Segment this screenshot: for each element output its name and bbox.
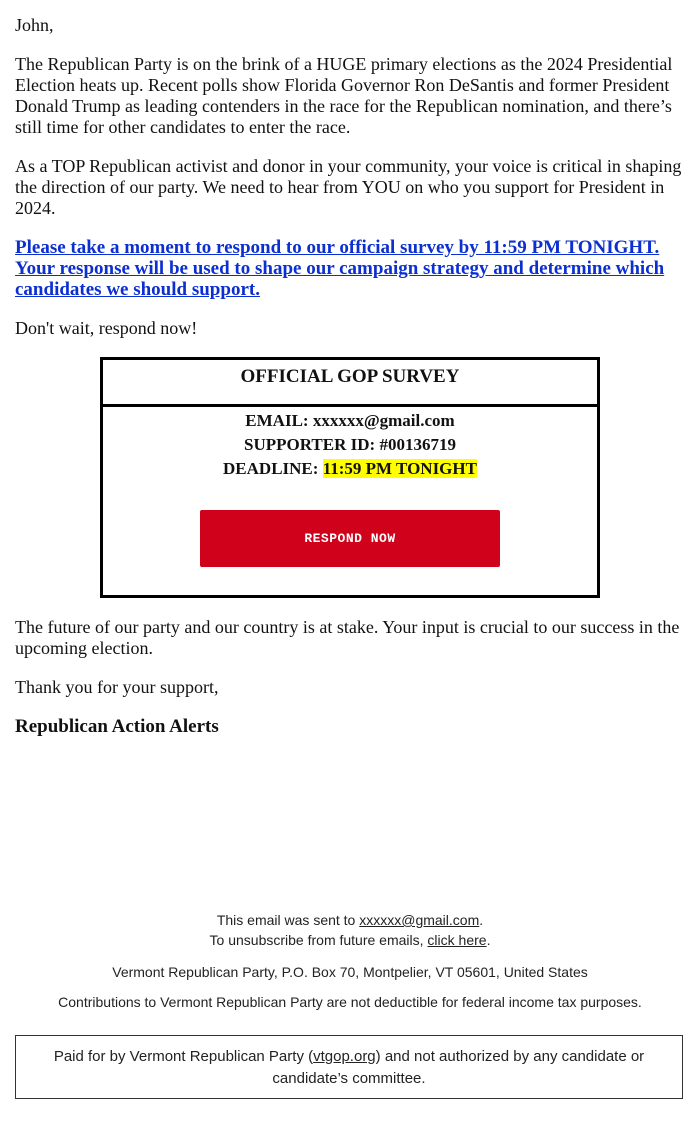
urge-text: Don't wait, respond now! — [15, 318, 198, 338]
sent-suffix: . — [479, 912, 484, 928]
deadline-line — [103, 457, 597, 481]
vtgop-link[interactable]: vtgop.org — [313, 1048, 376, 1065]
paid-prefix: Paid for by Vermont Republican Party ( — [53, 1048, 314, 1065]
unsub-prefix: To unsubscribe from future emails, — [209, 932, 428, 948]
email-footer — [15, 910, 685, 1012]
unsubscribe-line — [15, 930, 685, 950]
address-line: Vermont Republican Party, P.O. Box 70, Montpelier, VT 05601, United States — [112, 964, 588, 980]
survey-title: OFFICIAL GOP SURVEY — [103, 360, 597, 407]
survey-info — [103, 407, 597, 481]
unsubscribe-link[interactable]: click here — [427, 932, 487, 948]
sent-email-link[interactable]: xxxxxx@gmail.com — [359, 912, 480, 928]
signature: Republican Action Alerts — [15, 716, 219, 737]
greeting: John, — [15, 15, 54, 35]
deadline-value: 11:59 PM TONIGHT — [322, 459, 477, 478]
stake-paragraph: The future of our party and our country is at stake. Your input is crucial to our success in the upcoming election. — [15, 617, 680, 658]
paid-for-disclaimer — [15, 1035, 683, 1099]
paid-suffix: ) and not authorized by any candidate or candidate’s committee. — [272, 1048, 645, 1087]
sent-to-line — [15, 910, 685, 930]
closing-section — [15, 617, 685, 755]
supporter-id: SUPPORTER ID: #00136719 — [244, 435, 456, 454]
survey-card — [100, 357, 600, 598]
unsub-suffix: . — [486, 932, 491, 948]
intro-paragraph: The Republican Party is on the brink of a HUGE primary elections as the 2024 Presidential Election heats up. Recent polls show Florida Governor Ron DeSantis and former President Donald Trump as leading contenders in the race for the Republican nomination, and there’s still time for other candidates to enter the race. — [15, 54, 673, 137]
survey-link[interactable]: Please take a moment to respond to our official survey by 11:59 PM TONIGHT. Your response will be used to shape our campaign strategy and determine which candidates we should support. — [15, 237, 665, 300]
tax-note: Contributions to Vermont Republican Party are not deductible for federal income tax purposes. — [58, 994, 642, 1010]
survey-email: EMAIL: xxxxxx@gmail.com — [245, 411, 455, 430]
email-body — [15, 15, 685, 357]
activist-paragraph: As a TOP Republican activist and donor in your community, your voice is critical in shaping the direction of our party. We need to hear from YOU on who you support for President in 2024. — [15, 156, 682, 218]
sent-prefix: This email was sent to — [216, 912, 360, 928]
thanks-text: Thank you for your support, — [15, 677, 219, 697]
deadline-label: DEADLINE: — [223, 459, 323, 478]
respond-now-button[interactable]: RESPOND NOW — [200, 510, 500, 567]
